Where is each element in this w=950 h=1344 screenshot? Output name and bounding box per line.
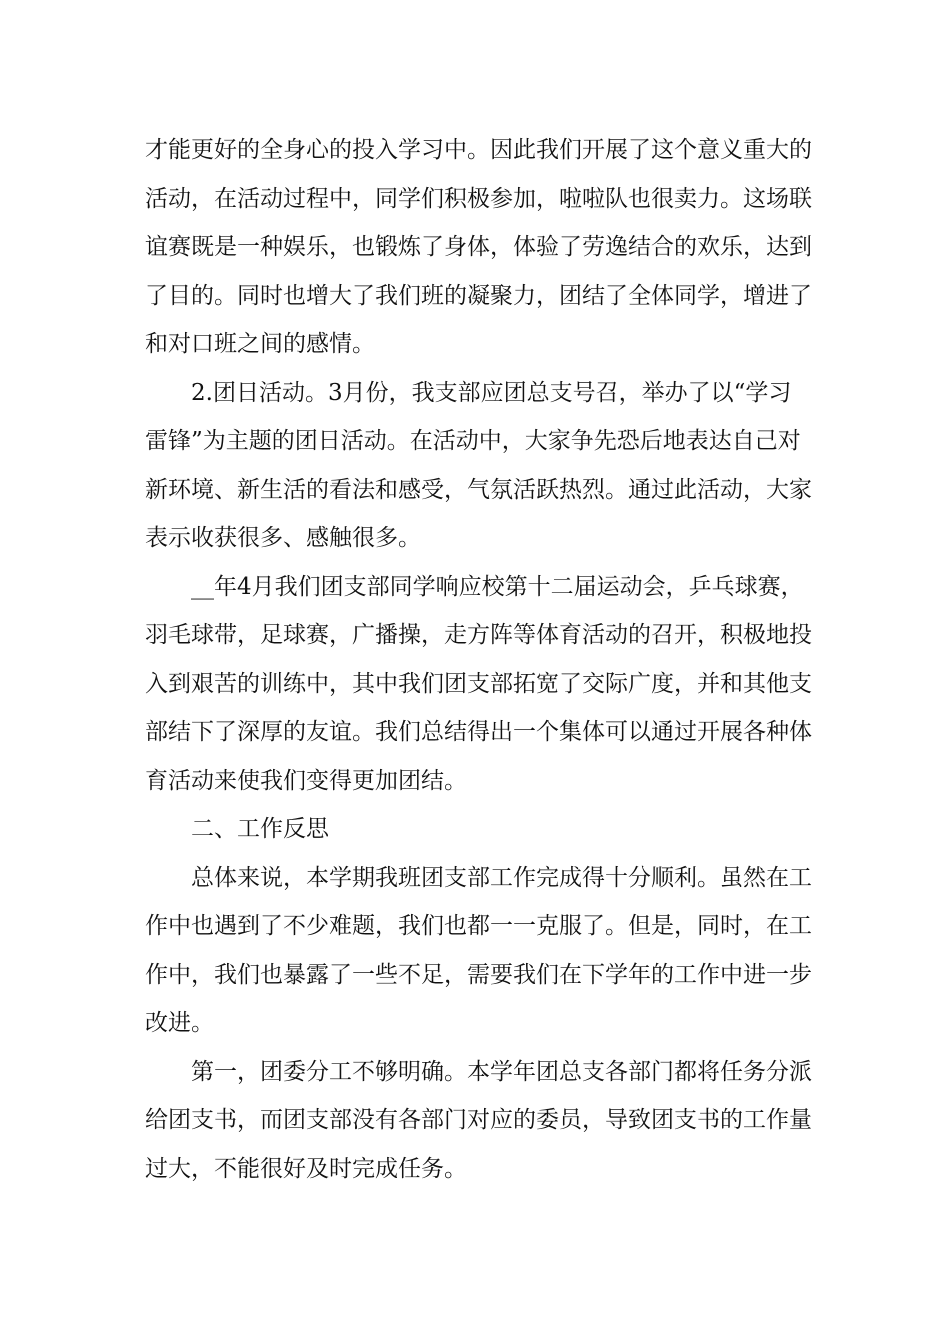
text-line: 改进。	[145, 1010, 214, 1036]
text-line: 育活动来使我们变得更加团结。	[145, 767, 467, 794]
text-line: 过大，不能很好及时完成任务。	[145, 1155, 467, 1182]
text-line: 活动，在活动过程中，同学们积极参加，啦啦队也很卖力。这场联	[145, 185, 812, 212]
section-heading: 二、工作反思	[191, 816, 329, 842]
text-line: 入到艰苦的训练中，其中我们团支部拓宽了交际广度，并和其他支	[145, 670, 812, 697]
text-line: 2.团日活动。3月份，我支部应团总支号召，举办了以“学习	[191, 379, 792, 406]
text-line: 和对口班之间的感情。	[145, 331, 375, 357]
text-line: __年4月我们团支部同学响应校第十二届运动会，乒乓球赛，	[191, 573, 804, 600]
text-line: 羽毛球带，足球赛，广播操，走方阵等体育活动的召开，积极地投	[145, 622, 812, 648]
text-line: 才能更好的全身心的投入学习中。因此我们开展了这个意义重大的	[145, 137, 812, 163]
text-line: 新环境、新生活的看法和感受，气氛活跃热烈。通过此活动，大家	[145, 476, 812, 503]
text-line: 部结下了深厚的友谊。我们总结得出一个集体可以通过开展各种体	[145, 719, 812, 745]
text-line: 第一，团委分工不够明确。本学年团总支各部门都将任务分派	[191, 1058, 812, 1085]
body-text	[145, 126, 812, 1193]
text-line: 给团支书，而团支部没有各部门对应的委员，导致团支书的工作量	[145, 1107, 812, 1133]
text-line: 了目的。同时也增大了我们班的凝聚力，团结了全体同学，增进了	[145, 282, 812, 309]
text-line: 雷锋”为主题的团日活动。在活动中，大家争先恐后地表达自己对	[145, 428, 801, 454]
text-line: 总体来说，本学期我班团支部工作完成得十分顺利。虽然在工	[191, 864, 812, 891]
text-line: 作中，我们也暴露了一些不足，需要我们在下学年的工作中进一步	[145, 961, 812, 988]
text-line: 表示收获很多、感触很多。	[145, 525, 421, 551]
text-line: 谊赛既是一种娱乐，也锻炼了身体，体验了劳逸结合的欢乐，达到	[145, 234, 812, 260]
text-line: 作中也遇到了不少难题，我们也都一一克服了。但是，同时，在工	[145, 913, 812, 939]
